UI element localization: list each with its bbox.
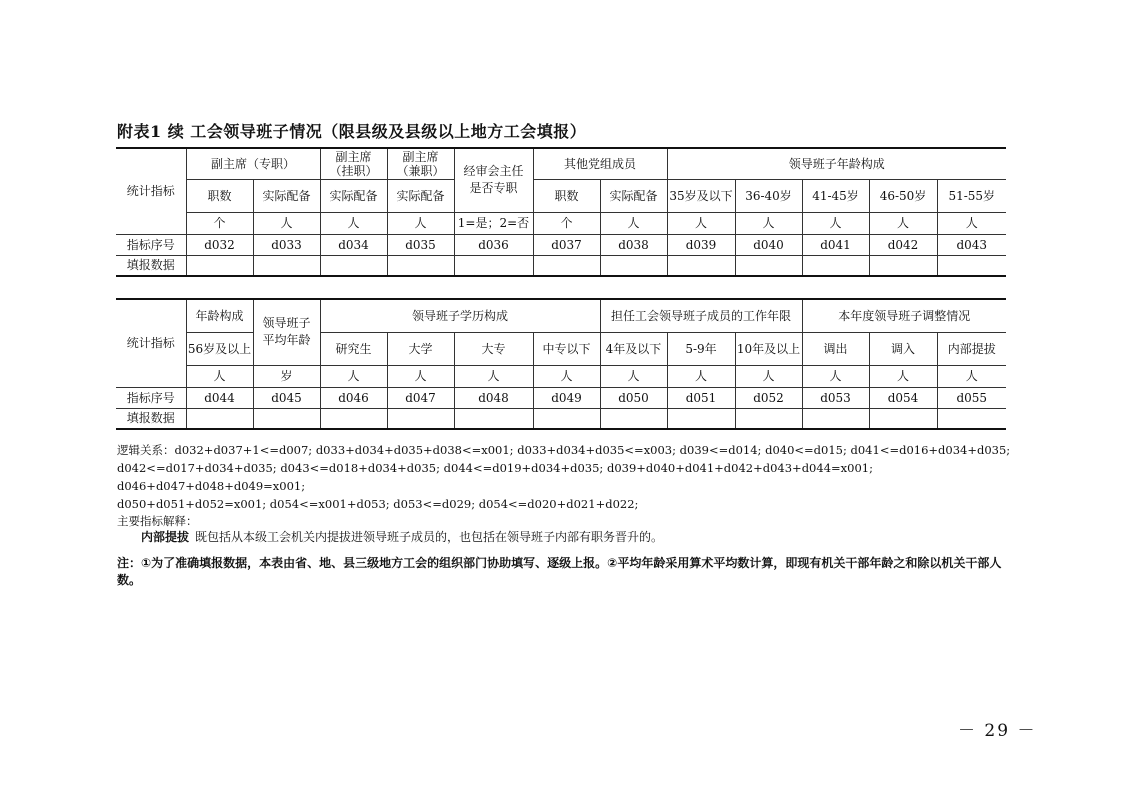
unit-cell: 人 [387, 365, 454, 387]
fill-input[interactable] [533, 408, 600, 429]
code-cell: d053 [802, 387, 869, 408]
col-edu-graduate: 研究生 [320, 332, 387, 365]
fill-input[interactable] [186, 255, 253, 276]
code-cell: d040 [735, 234, 802, 255]
row-header-stat: 统计指标 [116, 299, 186, 387]
explain-body [141, 528, 663, 545]
col-adj-out: 调出 [802, 332, 869, 365]
code-cell: d038 [600, 234, 667, 255]
fill-input[interactable] [454, 408, 533, 429]
leadership-table-2 [116, 298, 1006, 430]
col-shiji: 实际配备 [600, 179, 667, 212]
unit-cell: 人 [937, 212, 1006, 234]
code-cell: d037 [533, 234, 600, 255]
fill-input[interactable] [387, 408, 454, 429]
row-header-stat: 统计指标 [116, 148, 186, 234]
unit-cell: 人 [735, 365, 802, 387]
unit-cell: 人 [320, 212, 387, 234]
fill-input[interactable] [937, 255, 1006, 276]
group-fuzhuxi-guazhi: 副主席 （挂职） [320, 148, 387, 179]
fill-input[interactable] [667, 255, 735, 276]
fill-input[interactable] [735, 408, 802, 429]
fill-input[interactable] [802, 408, 869, 429]
code-cell: d045 [253, 387, 320, 408]
explain-text: 既包括从本级工会机关内提拔进领导班子成员的，也包括在领导班子内部有职务晋升的。 [195, 530, 664, 544]
fill-input[interactable] [320, 408, 387, 429]
unit-cell: 人 [937, 365, 1006, 387]
group-jingshen: 经审会主任 是否专职 [454, 148, 533, 212]
col-age-56: 56岁及以上 [186, 332, 253, 365]
code-cell: d055 [937, 387, 1006, 408]
unit-cell: 人 [186, 365, 253, 387]
col-adj-in: 调入 [869, 332, 937, 365]
fill-input[interactable] [253, 255, 320, 276]
col-zhishu: 职数 [186, 179, 253, 212]
index-label: 指标序号 [116, 387, 186, 408]
fill-input[interactable] [253, 408, 320, 429]
col-age-36-40: 36-40岁 [735, 179, 802, 212]
fill-input[interactable] [600, 255, 667, 276]
unit-cell: 人 [869, 212, 937, 234]
code-cell: d050 [600, 387, 667, 408]
unit-cell: 1=是；2=否 [454, 212, 533, 234]
unit-cell: 人 [667, 212, 735, 234]
logic-line: 逻辑关系：d032+d037+1<=d007; d033+d034+d035+d038<=x001; d033+d034+d035<=x003; d039<=d014; d040<=d015; d041<=d016+d034+d035; [117, 443, 1011, 457]
fill-input[interactable] [600, 408, 667, 429]
fill-input[interactable] [869, 255, 937, 276]
group-fuzhuxi-jianzhi: 副主席 （兼职） [387, 148, 454, 179]
fill-input[interactable] [454, 255, 533, 276]
unit-cell: 个 [186, 212, 253, 234]
code-cell: d043 [937, 234, 1006, 255]
group-fuzhuxi-zhuanzhi: 副主席（专职） [186, 148, 320, 179]
unit-cell: 人 [600, 365, 667, 387]
code-cell: d039 [667, 234, 735, 255]
col-age-51-55: 51-55岁 [937, 179, 1006, 212]
fill-input[interactable] [937, 408, 1006, 429]
col-years-4: 4年及以下 [600, 332, 667, 365]
unit-cell: 人 [735, 212, 802, 234]
footnote: 注：①为了准确填报数据，本表由省、地、县三级地方工会的组织部门协助填写、逐级上报。②平均年龄采用算术平均数计算，即现有机关干部年龄之和除以机关干部人数。 [117, 556, 1002, 587]
code-cell: d035 [387, 234, 454, 255]
col-age-41-45: 41-45岁 [802, 179, 869, 212]
code-cell: d042 [869, 234, 937, 255]
code-cell: d046 [320, 387, 387, 408]
unit-cell: 个 [533, 212, 600, 234]
unit-cell: 人 [667, 365, 735, 387]
col-years-5-9: 5-9年 [667, 332, 735, 365]
code-cell: d044 [186, 387, 253, 408]
unit-cell: 人 [600, 212, 667, 234]
page-number: － 29 － [958, 721, 1037, 741]
unit-cell: 人 [387, 212, 454, 234]
fill-input[interactable] [667, 408, 735, 429]
code-cell: d049 [533, 387, 600, 408]
col-years-10: 10年及以上 [735, 332, 802, 365]
group-avg-age: 领导班子 平均年龄 [253, 299, 320, 365]
col-shiji: 实际配备 [387, 179, 454, 212]
col-zhishu: 职数 [533, 179, 600, 212]
page-title: 附表1 续 工会领导班子情况（限县级及县级以上地方工会填报） [117, 122, 587, 141]
fill-input[interactable] [869, 408, 937, 429]
code-cell: d036 [454, 234, 533, 255]
index-label: 指标序号 [116, 234, 186, 255]
col-edu-below: 中专以下 [533, 332, 600, 365]
unit-cell: 人 [320, 365, 387, 387]
fill-input[interactable] [533, 255, 600, 276]
code-cell: d054 [869, 387, 937, 408]
unit-cell: 人 [802, 365, 869, 387]
logic-relations [117, 441, 1017, 513]
unit-cell: 人 [802, 212, 869, 234]
col-age-35: 35岁及以下 [667, 179, 735, 212]
group-education: 领导班子学历构成 [320, 299, 600, 332]
unit-cell: 人 [533, 365, 600, 387]
unit-cell: 人 [253, 212, 320, 234]
code-cell: d048 [454, 387, 533, 408]
code-cell: d033 [253, 234, 320, 255]
col-age-46-50: 46-50岁 [869, 179, 937, 212]
code-cell: d032 [186, 234, 253, 255]
code-cell: d052 [735, 387, 802, 408]
col-edu-university: 大学 [387, 332, 454, 365]
unit-cell: 人 [869, 365, 937, 387]
logic-label: 逻辑关系： [117, 443, 175, 457]
explain-term: 内部提拔 [141, 530, 190, 544]
fill-label: 填报数据 [116, 255, 186, 276]
col-shiji: 实际配备 [253, 179, 320, 212]
col-shiji: 实际配备 [320, 179, 387, 212]
code-cell: d051 [667, 387, 735, 408]
fill-input[interactable] [802, 255, 869, 276]
code-cell: d041 [802, 234, 869, 255]
logic-line: d042<=d017+d034+d035; d043<=d018+d034+d035; d044<=d019+d034+d035; d039+d040+d041+d042+d043+d044=x001; d046+d047+d048+d049=x001; [117, 461, 873, 493]
logic-line: d050+d051+d052=x001; d054<=x001+d053; d053<=d029; d054<=d020+d021+d022; [117, 497, 639, 511]
fill-input[interactable] [387, 255, 454, 276]
fill-input[interactable] [735, 255, 802, 276]
col-adj-promote: 内部提拔 [937, 332, 1006, 365]
group-age: 年龄构成 [186, 299, 253, 332]
fill-input[interactable] [320, 255, 387, 276]
fill-label: 填报数据 [116, 408, 186, 429]
leadership-table-1 [116, 147, 1006, 277]
group-age: 领导班子年龄构成 [667, 148, 1006, 179]
explain-heading: 主要指标解释： [117, 514, 198, 528]
fill-input[interactable] [186, 408, 253, 429]
unit-cell: 人 [454, 365, 533, 387]
group-other-party: 其他党组成员 [533, 148, 667, 179]
group-adjustment: 本年度领导班子调整情况 [802, 299, 1006, 332]
group-work-years: 担任工会领导班子成员的工作年限 [600, 299, 802, 332]
col-edu-college: 大专 [454, 332, 533, 365]
code-cell: d034 [320, 234, 387, 255]
code-cell: d047 [387, 387, 454, 408]
unit-cell: 岁 [253, 365, 320, 387]
